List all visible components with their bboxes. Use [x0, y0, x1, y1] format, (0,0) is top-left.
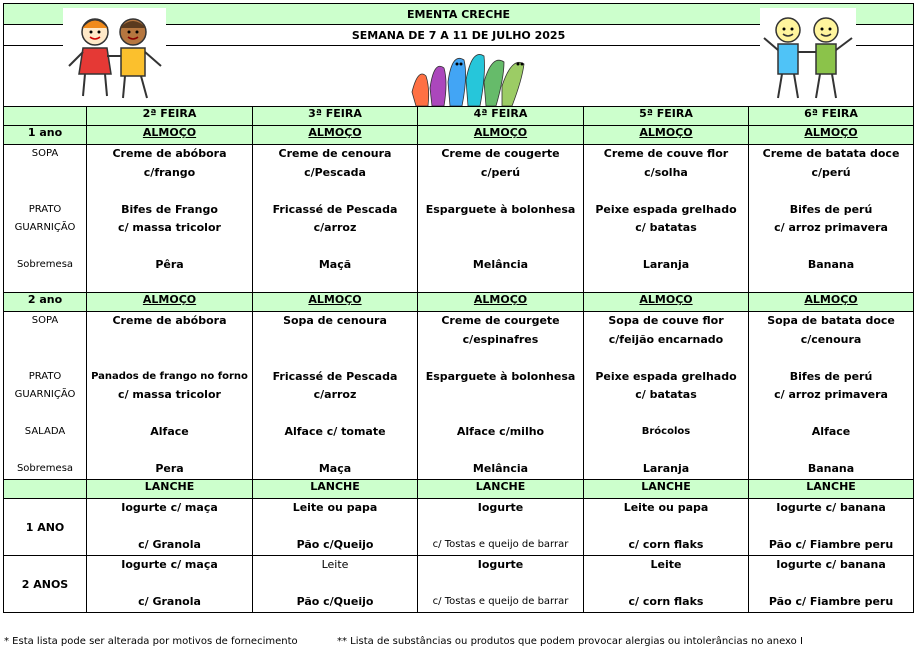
- soup-name: Creme de abóbora: [112, 147, 227, 160]
- main-dish: Panados de frango no forno: [91, 370, 248, 382]
- section2-header-row: [4, 293, 914, 312]
- snack-item-extra: Pão c/Queijo: [296, 538, 374, 551]
- menu-cell: [418, 312, 584, 480]
- sopa-label: SOPA: [31, 148, 59, 159]
- snack-cell: [418, 556, 584, 613]
- group-label: 2 ano: [4, 293, 87, 312]
- soup-extra: c/solha: [644, 165, 688, 179]
- sopa-label: SOPA: [31, 315, 59, 326]
- dessert: Melância: [472, 258, 529, 271]
- snack-label: LANCHE: [253, 480, 418, 499]
- kid-head-icon: [814, 18, 838, 42]
- snack-item: Leite: [321, 558, 349, 571]
- main-dish: Bifes de Frango: [121, 202, 218, 216]
- meal-label: ALMOÇO: [749, 293, 914, 312]
- salad: Alface: [150, 425, 189, 438]
- snack-item: Iogurte c/ maça: [121, 558, 218, 571]
- snack-label: LANCHE: [749, 480, 914, 499]
- footer-note-allergens: ** Lista de substâncias ou produtos que podem provocar alergias ou intolerâncias no anexo I: [337, 636, 803, 647]
- snack-header-row: [4, 480, 914, 499]
- snack-group-label: 2 ANOS: [4, 556, 87, 613]
- meal-label: ALMOÇO: [87, 293, 253, 312]
- hand-icon: [502, 62, 524, 106]
- soup-name: Creme de cougerte: [441, 147, 560, 160]
- soup-name: Creme de cenoura: [278, 147, 392, 160]
- snack-label: LANCHE: [584, 480, 749, 499]
- side-dish: c/ batatas: [635, 221, 697, 234]
- salada-label: SALADA: [24, 426, 66, 437]
- group-label: 1 ano: [4, 126, 87, 145]
- snack-item-extra: Pão c/ Fiambre peru: [768, 595, 894, 608]
- snack-item: Iogurte: [477, 558, 524, 571]
- main-dish: Esparguete à bolonhesa: [425, 369, 576, 383]
- snack-cell: [584, 499, 749, 556]
- main-dish: Peixe espada grelhado: [595, 202, 737, 216]
- row-labels: [4, 312, 87, 480]
- dessert: Pêra: [155, 258, 184, 271]
- dessert: Pera: [155, 462, 184, 475]
- snack-cell: [584, 556, 749, 613]
- snack-cell: [87, 556, 253, 613]
- soup-extra: [253, 331, 417, 350]
- soup-name: Creme de courgete: [441, 314, 560, 327]
- day-friday: 6ª FEIRA: [749, 107, 914, 126]
- soup-name: Sopa de couve flor: [608, 314, 724, 327]
- snack-item-extra: c/ Granola: [138, 538, 201, 551]
- soup-name: Creme de abóbora: [112, 314, 227, 327]
- soup-extra: c/feijão encarnado: [608, 332, 724, 346]
- menu-title: EMENTA CRECHE: [4, 4, 914, 25]
- kid-head-icon: [776, 18, 800, 42]
- hand-icon: [466, 54, 485, 106]
- main-dish: Fricassé de Pescada: [272, 202, 398, 216]
- soup-name: Creme de batata doce: [762, 147, 900, 160]
- prato-label: PRATO: [28, 370, 62, 382]
- meal-label: ALMOÇO: [418, 293, 584, 312]
- snack-item-extra: c/ Tostas e queijo de barrar: [432, 596, 569, 607]
- side-dish: c/ arroz primavera: [774, 388, 888, 401]
- colorful-hands-drawing: [408, 48, 530, 106]
- section2-body-row: [4, 312, 914, 480]
- menu-cell: [584, 312, 749, 480]
- soup-name: Creme de couve flor: [603, 147, 729, 160]
- main-dish: Peixe espada grelhado: [595, 369, 737, 383]
- snack-cell: [87, 499, 253, 556]
- side-dish: [418, 386, 583, 405]
- snack-item-extra: c/ corn flaks: [628, 595, 704, 608]
- main-dish: Esparguete à bolonhesa: [425, 202, 576, 216]
- prato-label: PRATO: [28, 203, 62, 215]
- menu-cell: [253, 312, 418, 480]
- snack-cell: [749, 556, 914, 613]
- kids-drawing-right: [760, 8, 856, 106]
- meal-label: ALMOÇO: [87, 126, 253, 145]
- soup-extra: c/perú: [480, 165, 521, 179]
- dessert: Banana: [807, 258, 855, 271]
- salad: Alface: [811, 425, 851, 438]
- snack-item-extra: Pão c/ Fiambre peru: [768, 538, 894, 551]
- side-dish: c/arroz: [313, 388, 357, 401]
- meal-label: ALMOÇO: [418, 126, 584, 145]
- snack-item: Iogurte: [477, 501, 524, 514]
- snack-cell: [253, 499, 418, 556]
- menu-cell: [87, 145, 253, 293]
- soup-extra: c/perú: [811, 165, 851, 179]
- soup-extra: [87, 331, 252, 350]
- corner-cell: [4, 107, 87, 126]
- side-dish: [418, 219, 583, 238]
- footer-note-supply: * Esta lista pode ser alterada por motivos de fornecimento: [4, 636, 298, 647]
- meal-label: ALMOÇO: [584, 126, 749, 145]
- snack-item-extra: c/ corn flaks: [628, 538, 704, 551]
- sobremesa-label: Sobremesa: [16, 259, 74, 270]
- menu-cell: [749, 145, 914, 293]
- guarnicao-label: GUARNIÇÃO: [14, 222, 76, 233]
- hand-icon: [430, 66, 446, 106]
- snack-row-1ano: [4, 499, 914, 556]
- snack-item: Iogurte c/ maça: [121, 501, 218, 514]
- salad: Alface c/milho: [456, 425, 545, 438]
- side-dish: c/ batatas: [635, 388, 697, 401]
- soup-name: Sopa de batata doce: [767, 314, 895, 327]
- menu-cell: [418, 145, 584, 293]
- snack-item: Leite: [650, 558, 682, 571]
- snack-item-extra: c/ Tostas e queijo de barrar: [432, 539, 569, 550]
- snack-label: LANCHE: [87, 480, 253, 499]
- dessert: Banana: [807, 462, 855, 475]
- days-header-row: [4, 107, 914, 126]
- snack-item: Iogurte c/ banana: [776, 501, 886, 514]
- soup-extra: c/frango: [143, 165, 196, 179]
- corner-cell: [4, 480, 87, 499]
- hand-icon: [484, 60, 504, 106]
- kids-drawing-left: [63, 8, 166, 106]
- section1-header-row: [4, 126, 914, 145]
- main-dish: Bifes de perú: [789, 369, 873, 383]
- snack-group-label: 1 ANO: [4, 499, 87, 556]
- row-labels: [4, 145, 87, 293]
- meal-label: ALMOÇO: [749, 126, 914, 145]
- snack-item-extra: Pão c/Queijo: [296, 595, 374, 608]
- menu-cell: [253, 145, 418, 293]
- dessert: Laranja: [642, 258, 690, 271]
- week-subtitle: SEMANA DE 7 A 11 DE JULHO 2025: [4, 25, 914, 46]
- menu-cell: [584, 145, 749, 293]
- soup-extra: c/cenoura: [800, 332, 862, 346]
- side-dish: c/ massa tricolor: [118, 221, 221, 234]
- snack-cell: [418, 499, 584, 556]
- soup-extra: c/espinafres: [462, 332, 539, 346]
- salad: Brócolos: [641, 426, 691, 437]
- day-wednesday: 4ª FEIRA: [418, 107, 584, 126]
- main-dish: Bifes de perú: [789, 202, 873, 216]
- dessert: Maçã: [318, 258, 352, 271]
- dessert: Melância: [472, 462, 529, 475]
- snack-item: Iogurte c/ banana: [776, 558, 886, 571]
- section1-body-row: [4, 145, 914, 293]
- soup-extra: c/Pescada: [304, 165, 366, 179]
- snack-item: Leite ou papa: [292, 501, 378, 514]
- main-dish: Fricassé de Pescada: [272, 369, 398, 383]
- snack-item: Leite ou papa: [623, 501, 709, 514]
- snack-label: LANCHE: [418, 480, 584, 499]
- day-thursday: 5ª FEIRA: [584, 107, 749, 126]
- side-dish: c/arroz: [313, 221, 357, 234]
- day-tuesday: 3ª FEIRA: [253, 107, 418, 126]
- day-monday: 2ª FEIRA: [87, 107, 253, 126]
- meal-label: ALMOÇO: [253, 293, 418, 312]
- dessert: Laranja: [642, 462, 690, 475]
- meal-label: ALMOÇO: [584, 293, 749, 312]
- menu-cell: [87, 312, 253, 480]
- menu-cell: [749, 312, 914, 480]
- snack-cell: [253, 556, 418, 613]
- dessert: Maça: [318, 462, 352, 475]
- side-dish: c/ arroz primavera: [774, 221, 888, 234]
- sobremesa-label: Sobremesa: [16, 463, 74, 474]
- snack-cell: [749, 499, 914, 556]
- soup-name: Sopa de cenoura: [283, 314, 387, 327]
- snack-row-2anos: [4, 556, 914, 613]
- meal-label: ALMOÇO: [253, 126, 418, 145]
- snack-item-extra: c/ Granola: [138, 595, 201, 608]
- side-dish: c/ massa tricolor: [118, 388, 221, 401]
- salad: Alface c/ tomate: [284, 425, 386, 438]
- hand-icon: [412, 74, 429, 106]
- guarnicao-label: GUARNIÇÃO: [14, 389, 76, 400]
